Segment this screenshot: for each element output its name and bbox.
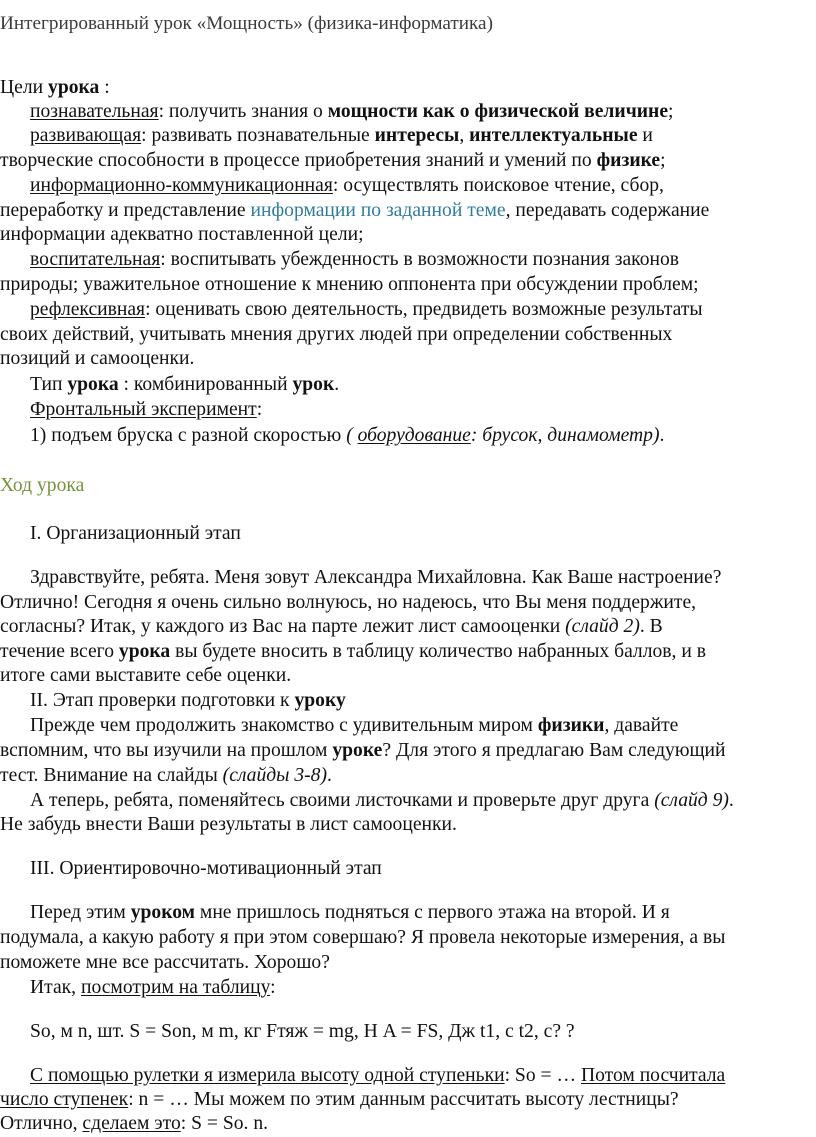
paragraph-3-line-2: Не забудь внести Ваши результаты в лист самооценки. (0, 814, 457, 835)
goal-educational: воспитательная: воспитывать убежденность в возможности познания законов (30, 249, 680, 270)
goal-reflexive-cont2: позиций и самооценки. (0, 348, 195, 369)
paragraph-6-line-2: число ступенек: n = … Мы можем по этим данным рассчитать высоту лестницы? (0, 1089, 679, 1110)
frontal-experiment-label: Фронтальный эксперимент: (30, 399, 263, 420)
goals-label: Цели урока : (0, 77, 110, 98)
paragraph-2-line-1: Прежде чем продолжить знакомство с удивительным миром физики, давайте (30, 715, 679, 736)
topic-info-link[interactable]: информации по заданной теме (250, 200, 506, 221)
paragraph-1-line-4: течение всего урока вы будете вносить в таблицу количество набранных баллов, и в (0, 641, 706, 662)
table-data-line: So, м n, шт. S = Son, м m, кг Fтяж = mg, Н A = FS, Дж t1, с t2, с? ? (30, 1021, 575, 1042)
goal-developing-cont: творческие способности в процессе приобретения знаний и умений по физике; (0, 150, 666, 171)
goal-reflexive-cont: своих действий, учитывать мнения других людей при определении собственных (0, 324, 673, 345)
paragraph-1-line-5: итоге сами выставите себе оценки. (0, 665, 292, 686)
paragraph-1-line-2: Отлично! Сегодня я очень сильно волнуюсь, но надеюсь, что Вы меня поддержите, (0, 592, 697, 613)
section-heading-course: Ход урока (0, 475, 85, 496)
paragraph-1-line-3: согласны? Итак, у каждого из Вас на парте лежит лист самооценки (слайд 2). В (0, 616, 663, 637)
paragraph-4-line-1: Перед этим уроком мне пришлось подняться с первого этажа на второй. И я (30, 902, 670, 923)
goal-info-comm-cont: переработку и представление информации по заданной теме, передавать содержание (0, 200, 710, 221)
stage-2-title: II. Этап проверки подготовки к уроку (30, 690, 346, 711)
goal-info-comm-cont2: информации адекватно поставленной цели; (0, 224, 364, 245)
paragraph-6-line-3: Отлично, сделаем это: S = So. n. (0, 1113, 269, 1134)
paragraph-2-line-2: вспомним, что вы изучили на прошлом уроке? Для этого я предлагаю Вам следующий (0, 740, 726, 761)
goal-developing: развивающая: развивать познавательные интересы, интеллектуальные и (30, 125, 653, 146)
paragraph-2-line-3: тест. Внимание на слайды (слайды 3-8). (0, 765, 332, 786)
paragraph-4-line-3: поможете мне все рассчитать. Хорошо? (0, 952, 330, 973)
experiment-item-1: 1) подъем бруска с разной скоростью ( оборудование: брусок, динамометр). (30, 425, 665, 446)
stage-1-title: I. Организационный этап (30, 523, 241, 544)
paragraph-4-line-2: подумала, а какую работу я при этом совершаю? Я провела некоторые измерения, а вы (0, 927, 726, 948)
goal-educational-cont: природы; уважительное отношение к мнению оппонента при обсуждении проблем; (0, 274, 699, 295)
goal-reflexive: рефлексивная: оценивать свою деятельность, предвидеть возможные результаты (30, 299, 703, 320)
document-title: Интегрированный урок «Мощность» (физика-информатика) (0, 13, 493, 34)
goal-cognitive: познавательная: получить знания о мощности как о физической величине; (30, 101, 674, 122)
paragraph-6-line-1: С помощью рулетки я измерила высоту одной ступеньки: So = … Потом посчитала (30, 1065, 726, 1086)
lesson-type: Тип урока : комбинированный урок. (30, 374, 340, 395)
goal-info-comm: информационно-коммуникационная: осуществлять поисковое чтение, сбор, (30, 175, 664, 196)
paragraph-3-line-1: А теперь, ребята, поменяйтесь своими листочками и проверьте друг друга (слайд 9). (30, 790, 734, 811)
stage-3-title: III. Ориентировочно-мотивационный этап (30, 858, 382, 879)
paragraph-5: Итак, посмотрим на таблицу: (30, 977, 276, 998)
paragraph-1-line-1: Здравствуйте, ребята. Меня зовут Александра Михайловна. Как Ваше настроение? (30, 567, 722, 588)
